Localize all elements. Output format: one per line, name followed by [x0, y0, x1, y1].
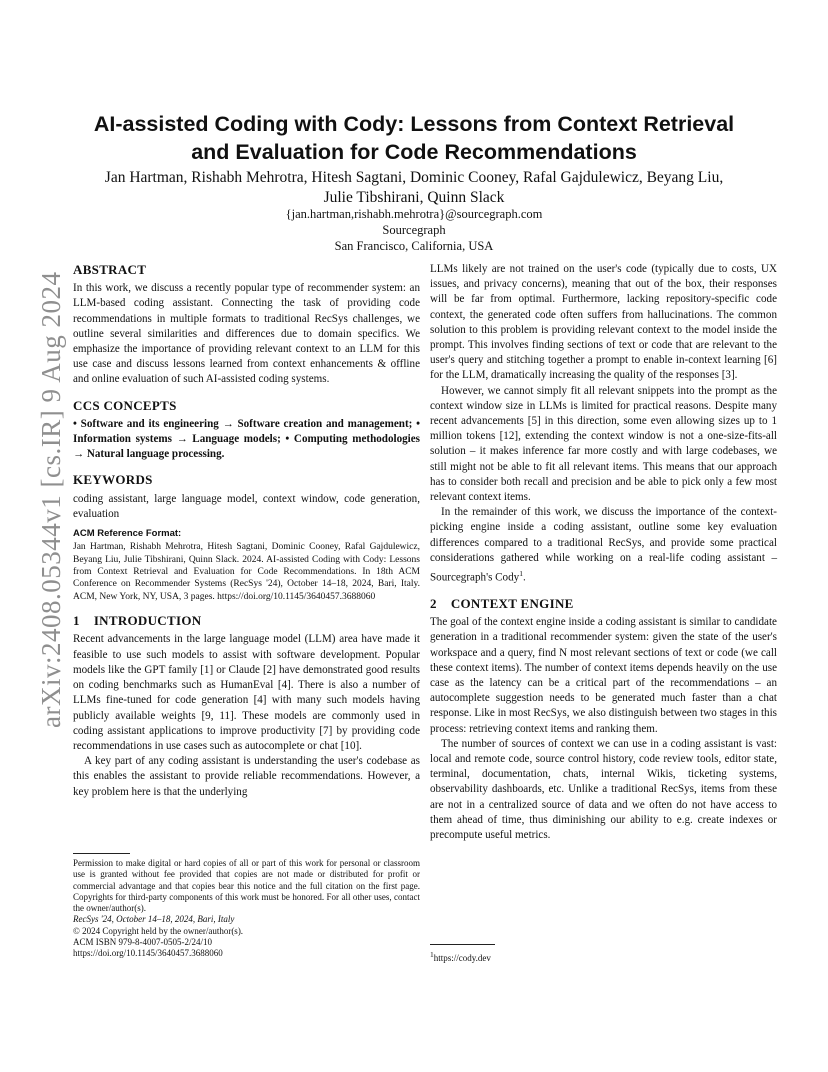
- intro-paragraph-4: However, we cannot simply fit all relevant snippets into the prompt as the context window size in LLMs is limited for practical reasons. Despite many recent advancements [5] in this direction, some even allowing sizes up to 1 million tokens [12], extending the context window is not a one-size-fits-all solution – it makes inference far more costly and with large codebases, we still might not be able to fit all relevant items. This means that our approach has to consider both recall and precision and be able to pick only a few most relevant context items.: [430, 384, 777, 504]
- footnote-marker[interactable]: 1: [519, 569, 523, 579]
- ccs-text: • Software and its engineering → Software creation and management; • Information systems → Language models; • Computing methodologies → Natural language processing.: [73, 417, 420, 461]
- author-list: [60, 168, 768, 208]
- authors-line-2: Julie Tibshirani, Quinn Slack: [323, 189, 505, 206]
- venue-line: RecSys '24, October 14–18, 2024, Bari, Italy: [73, 914, 235, 925]
- context-engine-paragraph-1: The goal of the context engine inside a coding assistant is similar to candidate generation in a traditional recommender system: given the state of the user's workspace and a query, find N most relevant sections of text or code (we call these context items). The number of context items depends heavily on the use case as the latency can be a critical part of the recommendations – an autocomplete suggestion needs to be generated much faster than a chat response. Like in most RecSys, we also distinguish between two stages in this process: retrieving context items and ranking them.: [430, 616, 777, 735]
- affiliation: [60, 206, 768, 254]
- arxiv-identifier: arXiv:2408.05344v1 [cs.IR] 9 Aug 2024: [36, 271, 66, 728]
- permission-block: [73, 858, 420, 960]
- context-engine-section: [430, 596, 777, 843]
- context-engine-paragraph-2: The number of sources of context we can use in a coding assistant is vast: local and remote code, source control history, code review tools, editor state, terminal, documentation, chats, internal Wikis, ticketing systems, observability dashboards, etc. Unlike a traditional RecSys, items from these are not in a centralized source of data and we often do not have access to them ahead of time, thus diminishing our ability to e.g. create indexes or precompute useful metrics.: [430, 737, 777, 841]
- ccs-heading: CCS CONCEPTS: [73, 397, 177, 413]
- copyright-line: © 2024 Copyright held by the owner/author(s).: [73, 925, 244, 936]
- introduction-continued: [430, 262, 777, 586]
- intro-paragraph-3: LLMs likely are not trained on the user's code (typically due to costs, UX issues, and privacy concerns), meaning that out of the box, their responses will be far from optimal. Furthermore, lacking repository-specific code context, the generated code often suffers from hallucinations. The common solution to this problem is providing relevant context to the model inside the prompt. This involves finding sections of text or code that are relevant to the user's query and stitching together a prompt to enable in-context learning [6] for the LLM, dramatically increasing the quality of the responses [3].: [430, 263, 777, 382]
- reference-format-text: Jan Hartman, Rishabh Mehrotra, Hitesh Sagtani, Dominic Cooney, Rafal Gajdulewicz, Beyang Liu, Julie Tibshirani, Quinn Slack. 2024. AI-assisted Coding with Cody: Lessons from Context Retrieval and Evaluation for Code Recommendations. In 18th ACM Conference on Recommender Systems (RecSys '24), October 14–18, 2024, Bari, Italy. ACM, New York, NY, USA, 3 pages. https://doi.org/10.1145/3640457.3688060: [73, 542, 420, 602]
- authors-line-1: Jan Hartman, Rishabh Mehrotra, Hitesh Sagtani, Dominic Cooney, Rafal Gajdulewicz, Beyang Liu,: [104, 169, 724, 186]
- section-title: INTRODUCTION: [93, 613, 202, 629]
- isbn-line: ACM ISBN 979-8-4007-0505-2/24/10: [73, 937, 212, 948]
- footnote-number: 1: [430, 950, 434, 959]
- permission-divider: [73, 853, 130, 854]
- intro-paragraph-2: A key part of any coding assistant is understanding the user's codebase as this enables the assistant to provide reliable recommendations. However, a key problem here is that the underlying: [73, 755, 420, 798]
- title-line-1: AI-assisted Coding with Cody: Lessons from Context Retrieval: [93, 112, 735, 136]
- abstract-section: [73, 262, 420, 388]
- keywords-heading: KEYWORDS: [73, 472, 153, 488]
- keywords-section: [73, 472, 420, 603]
- intro-paragraph-1: Recent advancements in the large language model (LLM) area have made it feasible to use such models to assist with software development. Popular models like the GPT family [1] or Claude [2] have demonstrated good results on coding benchmarks such as HumanEval [4]. There is also a number of LLMs fine-tuned for code generation [4] with many such models having publicly available weights [9, 11]. These models are commonly used in coding assistant applications to improve productivity [7] by providing code recommendations in use cases such as autocomplete or chat [10].: [73, 633, 420, 752]
- footnote-divider: [430, 944, 495, 945]
- right-column: [430, 262, 777, 853]
- arxiv-sidebar: [18, 268, 66, 728]
- author-email: {jan.hartman,rishabh.mehrotra}@sourcegraph.com: [285, 207, 543, 221]
- ccs-section: [73, 398, 420, 463]
- introduction-section: [73, 613, 420, 799]
- paper-title: [60, 110, 768, 166]
- intro-paragraph-5-end: .: [522, 571, 526, 584]
- section-number: 1: [73, 613, 80, 629]
- permission-text: Permission to make digital or hard copies of all or part of this work for personal or classroom use is granted without fee provided that copies are not made or distributed for profit or commercial advantage and that copies bear this notice and the full citation on the first page. Copyrights for third-party components of this work must be honored. For all other uses, contact the owner/author(s).: [73, 858, 420, 914]
- doi-link[interactable]: https://doi.org/10.1145/3640457.3688060: [73, 948, 223, 959]
- introduction-heading: [73, 613, 420, 628]
- footnote: [430, 950, 491, 963]
- organization: Sourcegraph: [382, 223, 446, 237]
- footnote-url[interactable]: https://cody.dev: [433, 953, 491, 963]
- context-engine-heading: [430, 596, 777, 611]
- keywords-text: coding assistant, large language model, context window, code generation, evaluation: [73, 492, 420, 520]
- abstract-heading: ABSTRACT: [73, 262, 147, 277]
- title-line-2: and Evaluation for Code Recommendations: [191, 140, 637, 164]
- reference-format-heading: ACM Reference Format:: [73, 528, 182, 540]
- intro-paragraph-5: [430, 505, 777, 586]
- left-column: [73, 262, 420, 810]
- intro-paragraph-5-text: In the remainder of this work, we discuss the importance of the context-picking engine inside a coding assistant, outline some key evaluation differences compared to a traditional RecSys, and provide some practical considerations gathered while working on a real-life coding assistant – Sourcegraph's Cody: [430, 506, 777, 584]
- location: San Francisco, California, USA: [334, 239, 494, 253]
- section-number: 2: [430, 595, 437, 611]
- section-title: CONTEXT ENGINE: [450, 595, 574, 611]
- abstract-text: In this work, we discuss a recently popular type of recommender system: an LLM-based coding assistant. Connecting the task of providing code recommendations in multiple formats to traditional RecSys challenges, we outline several similarities and differences due to domain specifics. We emphasize the importance of providing relevant context to an LLM for this use case and discuss lessons learned from context enhancements & offline and online evaluation of such AI-assisted coding systems.: [73, 282, 420, 386]
